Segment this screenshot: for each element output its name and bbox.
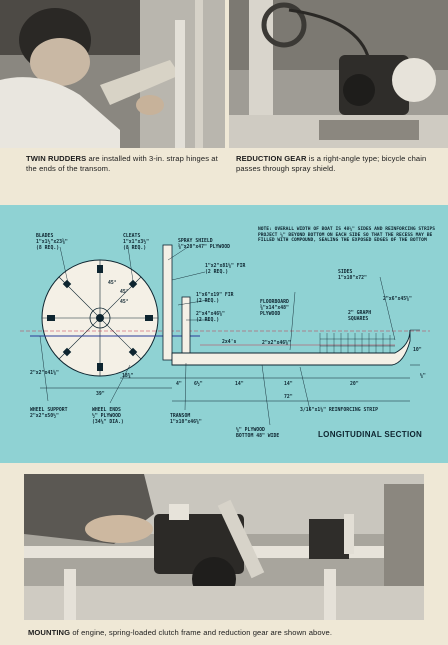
label-wheel-ends-3: (34⅛" DIA.) [92,420,124,425]
label-cleats-2: 1"x1"x3½" [123,240,149,245]
diagram-title: LONGITUDINAL SECTION [318,430,423,439]
label-plywood-bottom-1: ¼" PLYWOOD [236,428,265,433]
label-spray-shield-1: SPRAY SHIELD [178,239,213,244]
label-dim-18-3-4: 18¾" [122,374,134,379]
label-fir3-1: 2"x4"x46⅝" [196,312,225,317]
label-dim-6-1-2: 6½" [194,382,203,387]
label-angle-1: 45° [108,281,117,286]
label-floorboard-1: FLOORBOARD [260,300,289,305]
label-floorboard-2: ⅜"x14"x48" [260,306,289,311]
transom [182,297,190,359]
label-dim-72: 72" [284,395,293,400]
photo-reduction-gear-image [229,0,448,148]
label-blades-3: (8 REQ.) [36,246,60,251]
longitudinal-section-diagram [0,205,448,463]
caption-reduction-gear [236,154,436,174]
label-wheel-ends-1: WHEEL ENDS [92,408,121,413]
label-dim-39: 39" [96,392,105,397]
label-dim-4: 4" [176,382,182,387]
label-dim-14b: 14" [284,382,293,387]
label-dim-20: 20" [350,382,359,387]
label-wheel-ends-2: ½" PLYWOOD [92,414,121,419]
photo-engine-mounting [24,474,424,620]
label-floorboard-3: PLYWOOD [260,312,281,317]
label-two-by-two: 2"x2"x46⅝" [262,341,291,346]
caption-twin-rudders-text: are installed with 3-in. strap hinges at the ends of the transom. [26,154,218,173]
label-fir1-1: 1"x2"x81⅛" FIR [205,264,246,269]
caption-reduction-gear-lead: REDUCTION GEAR [236,154,307,163]
label-sides-1: SIDES [338,270,353,275]
graph-squares [320,333,395,353]
label-reinforcing-strip: 3/16"x1⅛" REINFORCING STRIP [300,408,378,413]
label-cleats-1: CLEATS [123,234,141,239]
label-spray-shield-2: ⅜"x20"x47" PLYWOOD [178,245,230,250]
label-two-by-fours: 2x4's [222,340,237,345]
label-dim-quarter: ¼" [420,374,426,379]
label-cleats-3: (8 REQ.) [123,246,147,251]
caption-twin-rudders [26,154,226,174]
label-plywood-bottom-2: BOTTOM 48" WIDE [236,434,280,439]
label-top-rail: 2"x6"x45⅝" [383,297,412,302]
label-graph-2: SQUARES [348,317,369,322]
label-angle-3: 45° [120,300,129,305]
photo-engine-mounting-image [24,474,424,620]
caption-twin-rudders-lead: TWIN RUDDERS [26,154,87,163]
caption-mounting-text: of engine, spring-loaded clutch frame and reduction gear are shown above. [70,628,333,637]
label-wheel-support-1: WHEEL SUPPORT [30,408,68,413]
wheel-spokes [42,260,158,376]
label-blades-2: 1"x1½"x23⅜" [36,240,68,245]
label-transom-2: 1"x10"x46⅝" [170,420,202,425]
label-fir2-2: (2 REQ.) [196,299,220,304]
label-fir3-2: (2 REQ.) [196,318,220,323]
label-dim-10: 10" [413,348,422,353]
diagram-note: NOTE: OVERALL WIDTH OF BOAT IS 48¼" SIDES AND REINFORCING STRIPS PROJECT ¼" BEYOND BOTTOM ON EACH SIDE SO THAT THE RECESS MAY BE FILLED WITH COMPOUND, SEALING THE EXPOSED EDGES OF THE BOTTOM [258,227,436,244]
caption-mounting-lead: MOUNTING [28,628,71,637]
photo-twin-rudders-image [0,0,225,148]
label-blades-1: BLADES [36,234,54,239]
label-wheel-support-2: 2"x2"x50½" [30,414,59,419]
label-dim-14a: 14" [235,382,244,387]
label-fir1-2: (2 REQ.) [205,270,229,275]
photo-twin-rudders [0,0,225,148]
label-angle-2: 45° [120,290,129,295]
photo-reduction-gear [229,0,448,148]
spray-shield [163,245,172,360]
caption-reduction-gear-text: is a right-angle type; bicycle chain passes through spray shield. [236,154,427,173]
caption-mounting [28,628,428,638]
hull-side [172,330,410,365]
label-axle: 2"x2"x41⅛" [30,371,59,376]
label-graph-1: 2" GRAPH [348,311,372,316]
label-transom-1: TRANSOM [170,414,191,419]
label-sides-2: 1"x10"x72" [338,276,367,281]
label-fir2-1: 1"x6"x19" FIR [196,293,234,298]
